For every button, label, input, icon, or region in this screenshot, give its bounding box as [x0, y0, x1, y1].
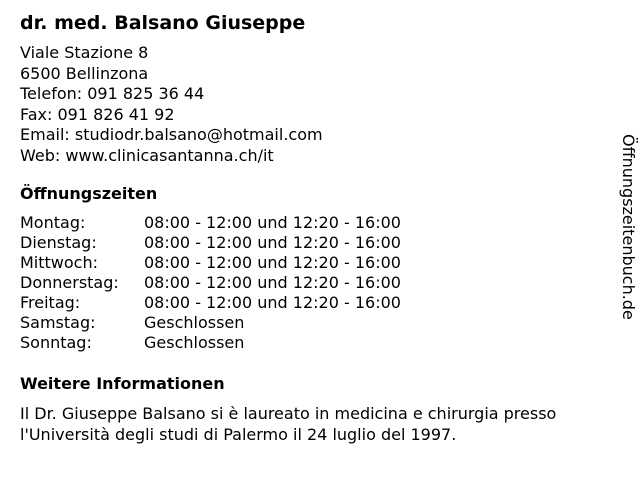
email-address: Email: studiodr.balsano@hotmail.com: [20, 125, 323, 144]
day-label: Freitag:: [20, 293, 81, 312]
watermark: Öffnungszeitenbuch.de: [619, 134, 638, 320]
hours-row-tuesday: [20, 233, 401, 253]
fax-number: Fax: 091 826 41 92: [20, 104, 175, 124]
doctor-name: dr. med. Balsano Giuseppe: [20, 12, 306, 34]
hours-row-wednesday: [20, 253, 401, 273]
day-label: Sonntag:: [20, 333, 92, 352]
phone-number: Telefon: 091 825 36 44: [20, 84, 205, 103]
day-hours: 08:00 - 12:00 und 12:20 - 16:00: [144, 273, 401, 292]
day-hours: 08:00 - 12:00 und 12:20 - 16:00: [144, 233, 401, 252]
opening-hours-heading: Öffnungszeiten: [20, 184, 158, 203]
day-hours: Geschlossen: [144, 333, 245, 352]
day-label: Mittwoch:: [20, 253, 98, 272]
hours-row-thursday: [20, 273, 401, 293]
opening-hours-table: [20, 213, 401, 353]
day-label: Montag:: [20, 213, 86, 232]
info-line: l'Università degli studi di Palermo il 24 luglio del 1997.: [20, 425, 457, 444]
day-hours: 08:00 - 12:00 und 12:20 - 16:00: [144, 213, 401, 232]
day-hours: 08:00 - 12:00 und 12:20 - 16:00: [144, 293, 401, 312]
day-label: Donnerstag:: [20, 273, 119, 292]
info-line: Il Dr. Giuseppe Balsano si è laureato in medicina e chirurgia presso: [20, 404, 557, 423]
day-label: Samstag:: [20, 313, 96, 332]
hours-row-monday: [20, 213, 401, 233]
hours-row-sunday: [20, 333, 401, 353]
address-street: Viale Stazione 8: [20, 43, 149, 62]
more-info-text: [20, 403, 620, 445]
website: Web: www.clinicasantanna.ch/it: [20, 145, 274, 165]
address-city: 6500 Bellinzona: [20, 63, 149, 83]
hours-row-saturday: [20, 313, 401, 333]
hours-row-friday: [20, 293, 401, 313]
contact-block: [20, 43, 323, 166]
day-label: Dienstag:: [20, 233, 97, 252]
day-hours: 08:00 - 12:00 und 12:20 - 16:00: [144, 253, 401, 272]
more-info-heading: Weitere Informationen: [20, 374, 225, 393]
day-hours: Geschlossen: [144, 313, 245, 332]
